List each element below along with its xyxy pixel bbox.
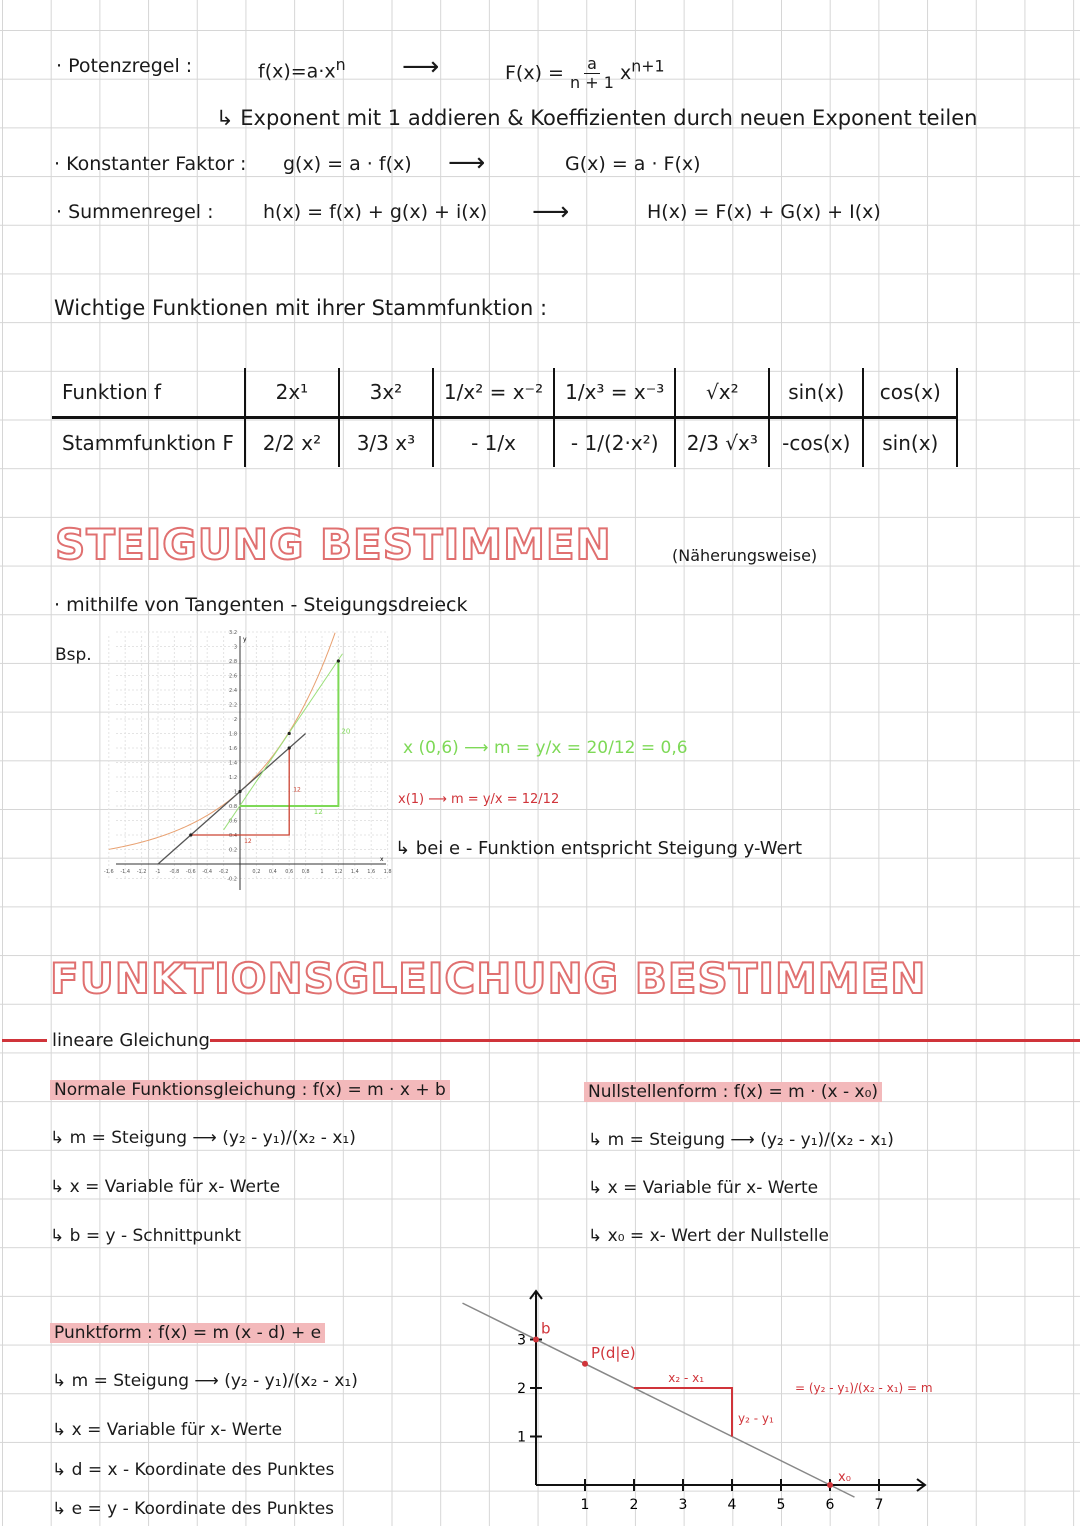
y-tick-label: 3: [517, 1332, 526, 1349]
cell: √x²: [675, 368, 769, 418]
x-tick-label: 0.4: [268, 869, 277, 875]
x-tick-label: 1.8: [383, 869, 392, 875]
cell: - 1/(2·x²): [554, 418, 675, 468]
x-tick-label: -0.6: [185, 869, 196, 875]
section-label: lineare Gleichung: [52, 1030, 210, 1051]
y-tick-label: 1: [517, 1429, 526, 1446]
cell: -cos(x): [769, 418, 863, 468]
list-item: ↳ m = Steigung ⟶ (y₂ - y₁)/(x₂ - x₁): [588, 1130, 894, 1150]
y-tick-label: 3: [233, 644, 237, 651]
potenz-f: [258, 55, 346, 82]
cell: cos(x): [863, 368, 957, 418]
cell: 2/3 √x³: [675, 418, 769, 468]
y-tick-label: 2.2: [229, 702, 237, 709]
red-formula: x(1) ⟶ m = y/x = 12/12: [398, 792, 560, 807]
y-tick-label: 2.8: [229, 659, 237, 665]
table-row: [52, 368, 957, 418]
punkt-form-heading: Punktform : f(x) = m (x - d) + e: [50, 1323, 325, 1343]
y-tick-label: 1.4: [229, 760, 237, 767]
potenz-x-exp: n+1: [631, 56, 665, 76]
konstant-g: g(x) = a · f(x): [283, 153, 412, 175]
x-tick-label: 1.6: [367, 869, 376, 875]
list-item: ↳ x = Variable für x- Werte: [52, 1420, 283, 1440]
y-axis-label: y: [243, 636, 247, 643]
red-vertical-label: 12: [293, 786, 301, 794]
linear-function-graph: [455, 1285, 1075, 1526]
y-tick-label: -0.2: [227, 876, 237, 883]
summe-H: H(x) = F(x) + G(x) + I(x): [647, 201, 881, 223]
y-tick-label: 0.8: [229, 804, 237, 810]
green-formula: x (0,6) ⟶ m = y/x = 20/12 = 0,6: [403, 738, 688, 758]
cell: 3/3 x³: [339, 418, 433, 468]
list-item: ↳ m = Steigung ⟶ (y₂ - y₁)/(x₂ - x₁): [52, 1371, 358, 1391]
tangent-x06: [224, 654, 343, 830]
exp-tangent-plot: [103, 630, 392, 894]
y-tick-label: 1.8: [229, 731, 237, 738]
x-tick-label: -1: [155, 869, 161, 875]
funktionsgleichung-title: FUNKTIONSGLEICHUNG BESTIMMEN: [50, 954, 927, 1003]
x0-label: x₀: [838, 1470, 851, 1485]
null-form-heading: Nullstellenform : f(x) = m · (x - x₀): [584, 1082, 882, 1102]
x-tick-label: -0.2: [218, 869, 229, 875]
stammfunktion-table: [52, 368, 958, 467]
potenz-note: ↳ Exponent mit 1 addieren & Koeffizienten durch neuen Exponent teilen: [216, 106, 978, 130]
x-tick-label: -1.6: [103, 869, 114, 875]
dy-label: y₂ - y₁: [738, 1411, 774, 1426]
konstant-label: · Konstanter Faktor :: [54, 153, 247, 175]
x-tick-label: 3: [678, 1497, 688, 1513]
y-tick-label: 1.2: [229, 775, 237, 781]
table-row: [52, 418, 957, 468]
cell: 3x²: [339, 368, 433, 418]
point: [189, 833, 192, 836]
point: [238, 790, 241, 793]
steigung-subtitle: (Näherungsweise): [672, 546, 818, 565]
potenz-x: x: [619, 62, 632, 84]
cell: 2x¹: [245, 368, 339, 418]
potenz-label: · Potenzregel :: [56, 55, 193, 77]
x-tick-label: 1.4: [350, 869, 359, 875]
x-tick-label: 1.2: [334, 869, 343, 875]
point: [827, 1482, 833, 1488]
y-tick-label: 2: [517, 1381, 526, 1397]
y-tick-label: 3.2: [229, 630, 237, 636]
y-tick-label: 0.4: [229, 833, 237, 839]
normal-form-heading: Normale Funktionsgleichung : f(x) = m · x + b: [50, 1080, 450, 1100]
cell: Funktion f: [52, 368, 245, 418]
cell: 1/x³ = x⁻³: [554, 368, 675, 418]
potenz-F-text: F(x) =: [505, 62, 564, 84]
x-tick-label: -0.4: [202, 869, 213, 875]
y-tick-label: 0.6: [229, 818, 237, 825]
arrow-icon: ⟶: [532, 197, 570, 227]
point: [337, 659, 340, 662]
potenz-F: [505, 55, 665, 92]
cell: sin(x): [863, 418, 957, 468]
slope-formula: = (y₂ - y₁)/(x₂ - x₁) = m: [795, 1381, 933, 1395]
cell: Stammfunktion F: [62, 431, 234, 455]
x-tick-label: 1: [580, 1497, 590, 1513]
potenz-den: n + 1: [570, 73, 614, 92]
point: [533, 1337, 539, 1343]
list-item: ↳ x₀ = x- Wert der Nullstelle: [588, 1226, 829, 1246]
y-tick-label: 1.6: [229, 746, 237, 752]
list-item: ↳ e = y - Koordinate des Punktes: [52, 1499, 335, 1519]
x-tick-label: 5: [776, 1497, 786, 1513]
y-tick-label: 2.4: [229, 688, 237, 694]
green-vertical-label: 20: [341, 727, 351, 736]
divider: [2, 1039, 47, 1042]
y-tick-label: 1: [233, 789, 237, 796]
y-tick-label: 2: [233, 717, 237, 723]
green-horizontal-label: 12: [313, 808, 323, 816]
potenz-f-text: f(x)=a·x: [258, 60, 336, 83]
e-function-note: ↳ bei e - Funktion entspricht Steigung y-Wert: [395, 838, 803, 859]
y-tick-label: 0.2: [229, 847, 237, 854]
cell: - 1/x: [433, 418, 554, 468]
exp-curve: [109, 633, 335, 850]
x-tick-label: 6: [825, 1497, 835, 1513]
arrow-icon: ⟶: [402, 52, 440, 82]
cell: 1/x² = x⁻²: [433, 368, 554, 418]
x-axis-label: x: [380, 856, 384, 863]
divider: [210, 1039, 1080, 1042]
x-tick-label: -1.4: [120, 869, 131, 875]
x-tick-label: 2: [629, 1497, 639, 1513]
steigung-title: STEIGUNG BESTIMMEN: [55, 520, 612, 569]
list-item: ↳ x = Variable für x- Werte: [588, 1178, 819, 1198]
x-tick-label: -1.2: [136, 869, 147, 875]
list-item: ↳ m = Steigung ⟶ (y₂ - y₁)/(x₂ - x₁): [50, 1128, 356, 1148]
bsp-label: Bsp.: [55, 645, 92, 665]
arrow-icon: ⟶: [448, 148, 486, 178]
y-tick-label: 2.6: [229, 673, 237, 680]
list-item: ↳ d = x - Koordinate des Punktes: [52, 1460, 335, 1480]
cell: 2/2 x²: [245, 418, 339, 468]
function-line: [463, 1303, 855, 1497]
summe-h: h(x) = f(x) + g(x) + i(x): [263, 201, 488, 223]
x-tick-label: 0.2: [252, 869, 261, 875]
x-tick-label: 0.8: [301, 869, 310, 875]
konstant-G: G(x) = a · F(x): [565, 153, 701, 175]
table-title: Wichtige Funktionen mit ihrer Stammfunktion :: [54, 296, 548, 320]
x-tick-label: 7: [874, 1497, 884, 1513]
dx-label: x₂ - x₁: [668, 1371, 705, 1385]
point: [582, 1361, 588, 1367]
list-item: ↳ x = Variable für x- Werte: [50, 1177, 281, 1197]
x-tick-label: 0.6: [285, 869, 294, 875]
point-label: P(d|e): [591, 1343, 636, 1362]
red-horizontal-label: 12: [244, 838, 252, 845]
b-label: b: [541, 1319, 551, 1338]
cell: sin(x): [769, 368, 863, 418]
tangent-x1: [158, 731, 306, 865]
point: [288, 732, 291, 735]
summe-label: · Summenregel :: [56, 201, 214, 223]
potenz-num: a: [584, 55, 600, 74]
potenz-f-exp: n: [335, 55, 346, 74]
steigung-method: · mithilfe von Tangenten - Steigungsdreieck: [54, 594, 468, 616]
x-tick-label: -0.8: [169, 869, 180, 875]
point: [288, 746, 291, 749]
x-tick-label: 4: [727, 1497, 737, 1513]
list-item: ↳ b = y - Schnittpunkt: [50, 1226, 242, 1246]
x-tick-label: 1: [320, 869, 324, 875]
